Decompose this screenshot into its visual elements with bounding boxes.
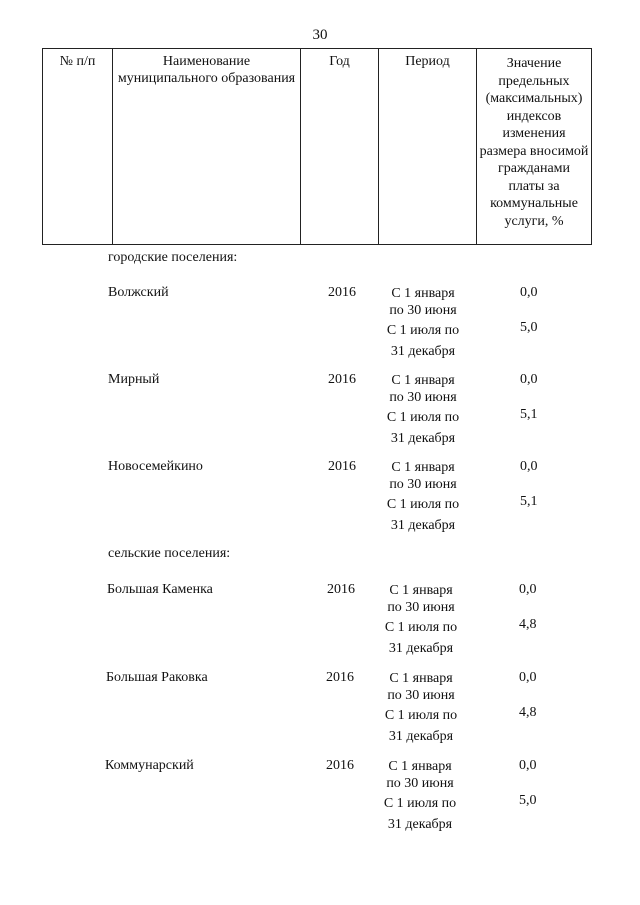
index-value-second-half: 5,1 <box>520 407 538 422</box>
period-second-half: С 1 июля по 31 декабря <box>383 796 457 832</box>
index-value-second-half: 4,8 <box>519 617 537 632</box>
index-value-second-half: 4,8 <box>519 705 537 720</box>
year-value: 2016 <box>327 582 355 597</box>
year-value: 2016 <box>328 372 356 387</box>
period-second-half: С 1 июля по 31 декабря <box>386 323 460 359</box>
municipality-name: Большая Раковка <box>106 670 208 685</box>
period-first-half: С 1 января по 30 июня <box>389 460 457 492</box>
section-title-urban: городские поселения: <box>108 250 238 265</box>
index-value-second-half: 5,0 <box>519 793 537 808</box>
period-first-half: С 1 января по 30 июня <box>387 671 455 703</box>
index-value-first-half: 0,0 <box>519 582 537 597</box>
header-number: № п/п <box>43 49 113 245</box>
index-value-first-half: 0,0 <box>519 758 537 773</box>
period-first-half: С 1 января по 30 июня <box>389 286 457 318</box>
period-second-half: С 1 июля по 31 декабря <box>384 620 458 656</box>
year-value: 2016 <box>328 459 356 474</box>
period-second-half: С 1 июля по 31 декабря <box>386 497 460 533</box>
table-header <box>42 48 592 245</box>
index-value-first-half: 0,0 <box>519 670 537 685</box>
municipality-name: Мирный <box>108 372 160 387</box>
period-first-half: С 1 января по 30 июня <box>386 759 454 791</box>
municipality-name: Большая Каменка <box>107 582 213 597</box>
period-second-half: С 1 июля по 31 декабря <box>384 708 458 744</box>
section-title-rural: сельские поселения: <box>108 546 231 561</box>
period-first-half: С 1 января по 30 июня <box>387 583 455 615</box>
index-value-first-half: 0,0 <box>520 285 538 300</box>
index-value-first-half: 0,0 <box>520 372 538 387</box>
municipality-name: Волжский <box>108 285 169 300</box>
year-value: 2016 <box>328 285 356 300</box>
municipality-name: Коммунарский <box>105 758 194 773</box>
page-number: 30 <box>312 27 328 43</box>
header-index-value: Значение предельных (максимальных) индексов изменения размера вносимой гражданами платы за коммунальные услуги, % <box>477 49 592 245</box>
period-first-half: С 1 января по 30 июня <box>389 373 457 405</box>
header-period: Период <box>379 49 477 245</box>
year-value: 2016 <box>326 758 354 773</box>
index-value-second-half: 5,0 <box>520 320 538 335</box>
header-municipality-name: Наименование муниципального образования <box>113 49 301 245</box>
header-year: Год <box>301 49 379 245</box>
index-value-first-half: 0,0 <box>520 459 538 474</box>
index-value-second-half: 5,1 <box>520 494 538 509</box>
year-value: 2016 <box>326 670 354 685</box>
period-second-half: С 1 июля по 31 декабря <box>386 410 460 446</box>
municipality-name: Новосемейкино <box>108 459 203 474</box>
